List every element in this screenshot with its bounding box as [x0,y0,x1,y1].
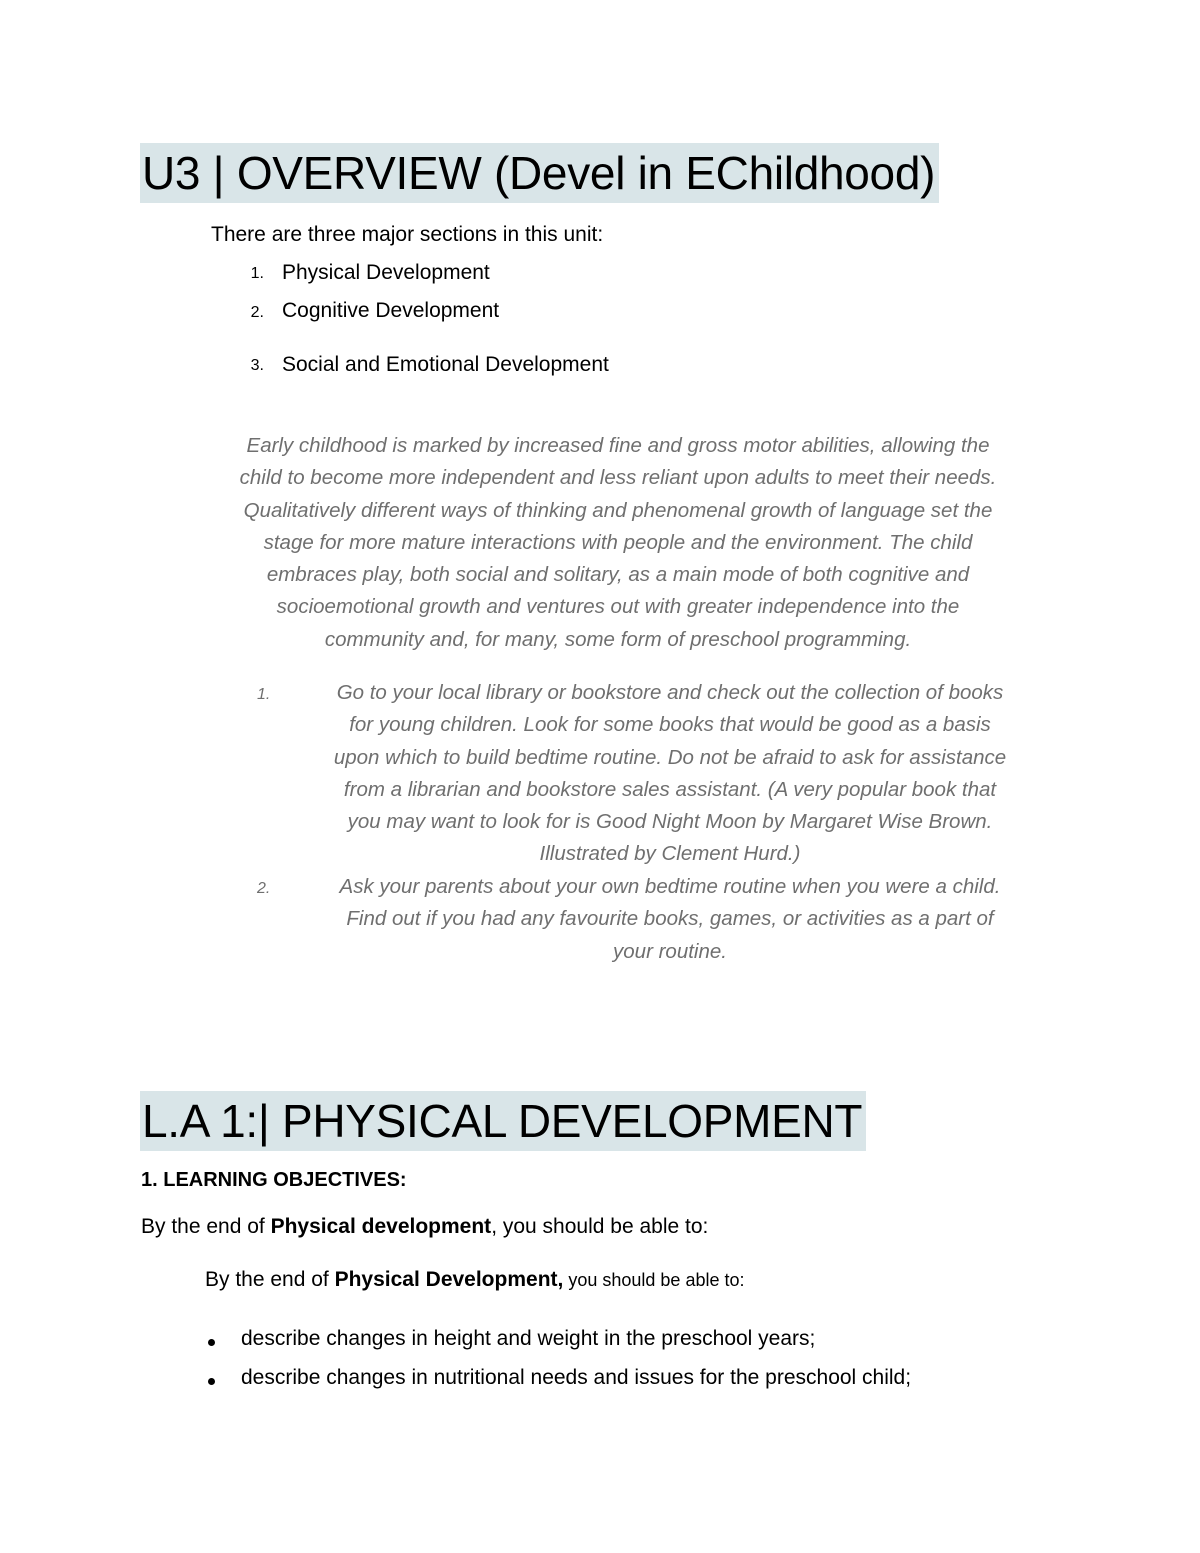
summary-line: community and, for many, some form of preschool programming. [324,627,912,651]
summary-line: Early childhood is marked by increased fine and gross motor abilities, allowing the [246,434,990,457]
bullet-icon [208,1339,215,1346]
section-item-physical: Physical Development [282,261,490,284]
activity-line: Go to your local library or bookstore and check out the collection of books [336,681,1004,704]
activity-item-library [260,677,1080,871]
activity-line: Illustrated by Clement Hurd.) [539,842,801,866]
objectives-intro-suffix: you should be able to: [563,1270,745,1290]
objectives-intro-bold: Physical Development, [334,1268,564,1291]
section-number: 3. [250,357,264,374]
physical-development-heading: L.A 1:| PHYSICAL DEVELOPMENT [140,1091,866,1151]
activity-number: 2. [257,880,271,897]
activity-line: Ask your parents about your own bedtime routine when you were a child. [339,875,1001,898]
unit-overview-heading: U3 | OVERVIEW (Devel in EChildhood) [140,143,939,203]
sections-intro: There are three major sections in this unit: [211,223,604,246]
unit-summary-paragraph [150,430,1086,656]
activity-line: your routine. [613,939,727,963]
section-number: 1. [250,265,264,282]
summary-line: socioemotional growth and ventures out with greater independence into the [276,595,960,619]
summary-line: child to become more independent and less reliant upon adults to meet their needs. [239,466,997,490]
section-item-cognitive: Cognitive Development [282,299,500,322]
summary-line: stage for more mature interactions with people and the environment. The child [263,530,973,554]
activity-line: upon which to build bedtime routine. Do not be afraid to ask for assistance [333,745,1007,769]
activity-line: you may want to look for is Good Night Moon by Margaret Wise Brown. [347,810,993,834]
objectives-intro-line [141,1215,708,1239]
objectives-intro-prefix: By the end of [141,1215,271,1238]
section-item-social-emotional: Social and Emotional Development [282,353,609,376]
objectives-intro-line-indented [205,1268,745,1292]
activity-line: for young children. Look for some books that would be good as a basis [349,713,991,737]
objectives-intro-bold: Physical development [270,1215,492,1238]
objectives-intro-prefix: By the end of [205,1268,335,1291]
activity-number: 1. [257,686,271,703]
activity-line: from a librarian and bookstore sales assistant. (A very popular book that [343,777,997,801]
activity-item-parents [260,871,1080,968]
objective-item: describe changes in nutritional needs and issues for the preschool child; [241,1366,912,1389]
objectives-intro-suffix: , you should be able to: [491,1215,709,1238]
learning-objectives-heading: 1. LEARNING OBJECTIVES: [141,1169,407,1191]
bullet-icon [208,1378,215,1385]
summary-line: Qualitatively different ways of thinking and phenomenal growth of language set the [243,498,993,522]
summary-line: embraces play, both social and solitary, as a main mode of both cognitive and [266,563,970,587]
objective-item: describe changes in height and weight in the preschool years; [241,1327,816,1350]
section-number: 2. [250,304,264,321]
activity-line: Find out if you had any favourite books, games, or activities as a part of [346,907,994,931]
